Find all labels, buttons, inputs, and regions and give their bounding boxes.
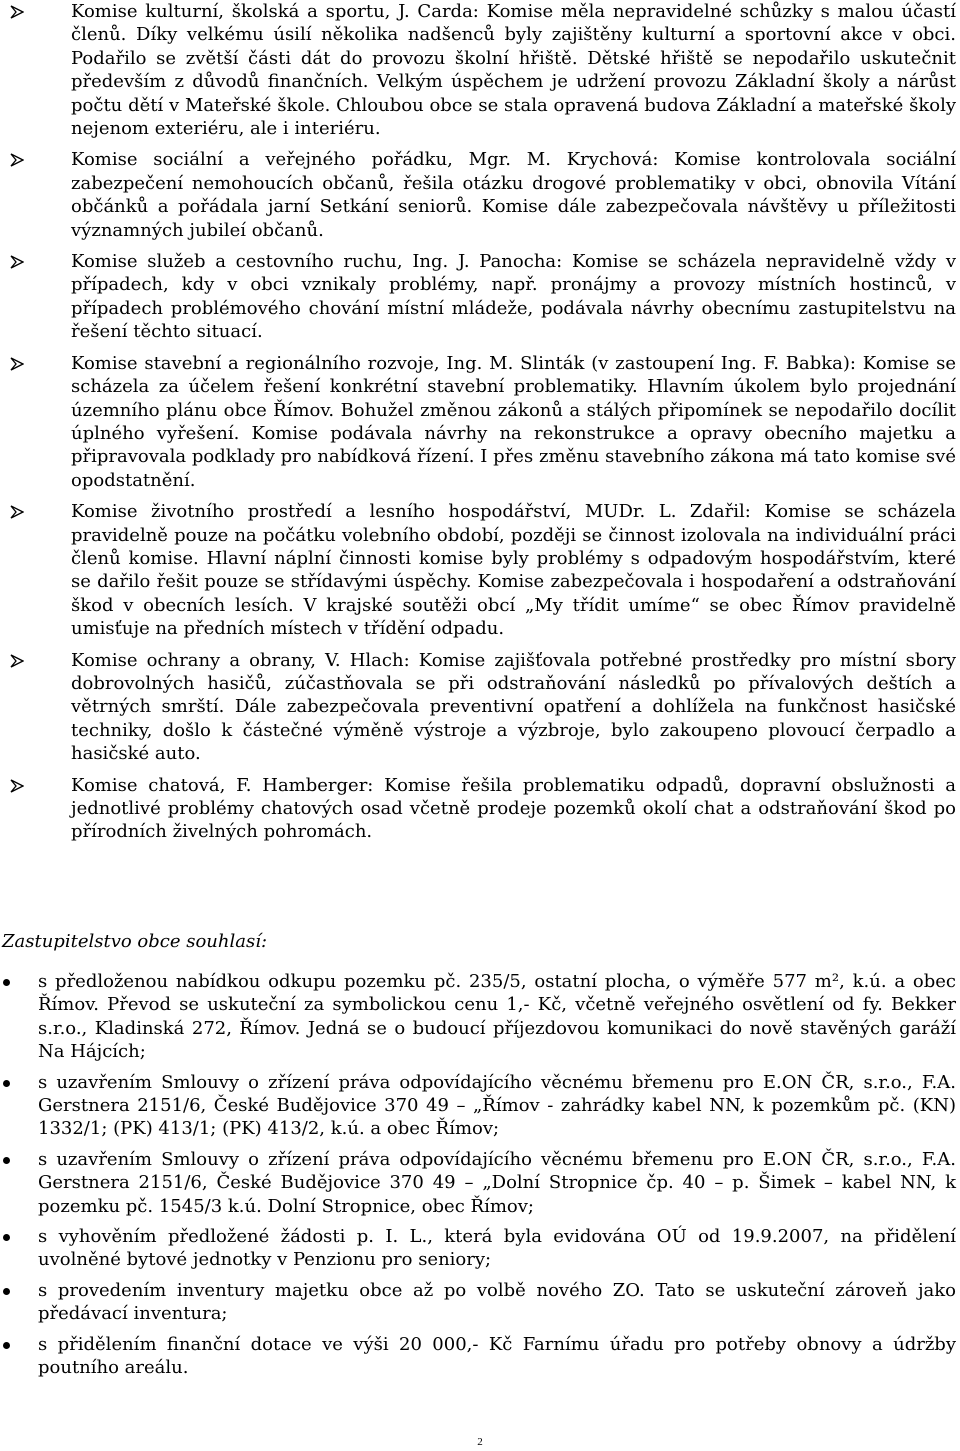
list-item (0, 0, 960, 140)
committee-report-text: Komise sociální a veřejného pořádku, Mgr. M. Krychová: Komise kontrolovala sociální zabezpečení nemohoucích občanů, řešila otázku drogové problematiky v obci, obnovila Vítání občánků a pořádala jarní Setkání seniorů. Komise dále zabezpečovala návštěvy u příležitosti významných jubileí občanů. (71, 149, 956, 241)
list-item (0, 148, 960, 242)
arrow-bullet-icon (10, 654, 24, 668)
committee-report-text: Komise chatová, F. Hamberger: Komise řešila problematiku odpadů, dopravní obslužnosti a jednotlivé problémy chatových osad včetně prodeje pozemků okolí chat a odstraňování škod po přírodních živelných pohromách. (71, 774, 956, 843)
arrow-bullet-icon (10, 5, 24, 19)
list-item (0, 1225, 960, 1272)
decision-text: s předloženou nabídkou odkupu pozemku pč. 235/5, ostatní plocha, o výměře 577 m², k.ú. a obec Římov. Převod se uskuteční za symbolickou cenu 1,- Kč, včetně veřejného osvětlení od fy. Bekker s.r.o., Kladinská 272, Římov. Jedná se o budoucí příjezdovou komunikaci do nově stavěných garáží Na Hájcích; (38, 971, 956, 1063)
list-item (0, 1148, 960, 1218)
arrow-bullet-icon (10, 153, 24, 167)
list-item (0, 352, 960, 492)
arrow-bullet-icon (10, 357, 24, 371)
council-decisions-list (0, 970, 960, 1387)
decision-text: s uzavřením Smlouvy o zřízení práva odpovídajícího věcnému břemenu pro E.ON ČR, s.r.o., F.A. Gerstnera 2151/6, České Budějovice 370 49 – „Římov - zahrádky kabel NN, k pozemkům pč. (KN) 1332/1; (PK) 413/1; (PK) 413/2, k.ú. a obec Římov; (38, 1071, 956, 1140)
section-heading: Zastupitelstvo obce souhlasí: (2, 931, 268, 952)
list-item (0, 250, 960, 344)
committee-report-text: Komise kulturní, školská a sportu, J. Carda: Komise měla nepravidelné schůzky s malou účastí členů. Díky velkému úsilí několika nadšenců byly zajištěny kulturní a sportovní akce v obci. Podařilo se zvětší části dát do provozu školní hřiště. Dětské hřiště se nepodařilo uskutečnit především z důvodů finančních. Velkým úspěchem je udržení provozu Základní školy a nárůst počtu dětí v Mateřské škole. Chloubou obce se stala opravená budova Základní a mateřské školy nejenom exteriéru, ale i interiéru. (71, 1, 956, 140)
committee-report-text: Komise služeb a cestovního ruchu, Ing. J. Panocha: Komise se scházela nepravidelně vždy v případech, kdy v obci vznikaly problémy, např. pronájmy a provozy místních hostinců, v případech problémového chování místní mládeže, podávala návrhy obecnímu zastupitelstvu na řešení těchto situací. (71, 251, 956, 343)
list-item (0, 649, 960, 766)
list-item (0, 1333, 960, 1380)
list-item (0, 1279, 960, 1326)
list-item (0, 774, 960, 844)
arrow-bullet-icon (10, 255, 24, 269)
list-item (0, 970, 960, 1064)
committee-report-text: Komise stavební a regionálního rozvoje, Ing. M. Slinták (v zastoupení Ing. F. Babka): Komise se scházela za účelem řešení konkrétní stavební problematiky. Hlavním úkolem bylo projednání územního plánu obce Římov. Bohužel změnou zákonů a stálých připomínek se nepodařilo docílit úplného vyřešení. Komise podávala návrhy na rekonstrukce a opravy obecního majetku a připravovala podklady pro nabídková řízení. I přes změnu stavebního zákona má tato komise své opodstatnění. (71, 352, 956, 491)
page-number: 2 (477, 1436, 483, 1448)
decision-text: s vyhověním předložené žádosti p. I. L., která byla evidována OÚ od 19.9.2007, na přidělení uvolněné bytové jednotky v Penzionu pro seniory; (38, 1226, 956, 1271)
bullet-dot-icon (3, 1288, 10, 1295)
arrow-bullet-icon (10, 505, 24, 519)
committee-report-text: Komise ochrany a obrany, V. Hlach: Komise zajišťovala potřebné prostředky pro místní sbory dobrovolných hasičů, zúčastňovala se při odstraňování následků po přívalových deštích a větrných smrští. Dále zabezpečovala preventivní opatření a dohlížela na funkčnost hasičské techniky, došlo k částečné výměně výstroje a výzbroje, bylo zakoupeno plovoucí čerpadlo a hasičské auto. (71, 649, 956, 765)
bullet-dot-icon (3, 1080, 10, 1087)
arrow-bullet-icon (10, 779, 24, 793)
decision-text: s uzavřením Smlouvy o zřízení práva odpovídajícího věcnému břemenu pro E.ON ČR, s.r.o., F.A. Gerstnera 2151/6, České Budějovice 370 49 – „Dolní Stropnice čp. 40 – p. Šimek – kabel NN, k pozemku pč. 1545/3 k.ú. Dolní Stropnice, obec Římov; (38, 1148, 956, 1217)
decision-text: s provedením inventury majetku obce až po volbě nového ZO. Tato se uskuteční zároveň jako předávací inventura; (38, 1279, 956, 1325)
bullet-dot-icon (3, 1342, 10, 1349)
list-item (0, 1071, 960, 1141)
bullet-dot-icon (3, 1234, 10, 1241)
bullet-dot-icon (3, 1157, 10, 1164)
list-item (0, 500, 960, 640)
decision-text: s přidělením finanční dotace ve výši 20 000,- Kč Farnímu úřadu pro potřeby obnovy a údržby poutního areálu. (38, 1333, 956, 1379)
bullet-dot-icon (3, 979, 10, 986)
committee-report-text: Komise životního prostředí a lesního hospodářství, MUDr. L. Zdařil: Komise se scházela pravidelně pouze na počátku volebního období, později se činnost izolovala na individuální práci členů komise. Hlavní náplní činnosti komise byly problémy s odpadovým hospodářstvím, které se dařilo řešit pouze se střídavými úspěchy. Komise zabezpečovala i hospodaření a odstraňování škod v obecních lesích. V krajské soutěži obcí „My třídit umíme“ se obec Římov pravidelně umisťuje na předních místech v třídění odpadu. (71, 501, 956, 640)
